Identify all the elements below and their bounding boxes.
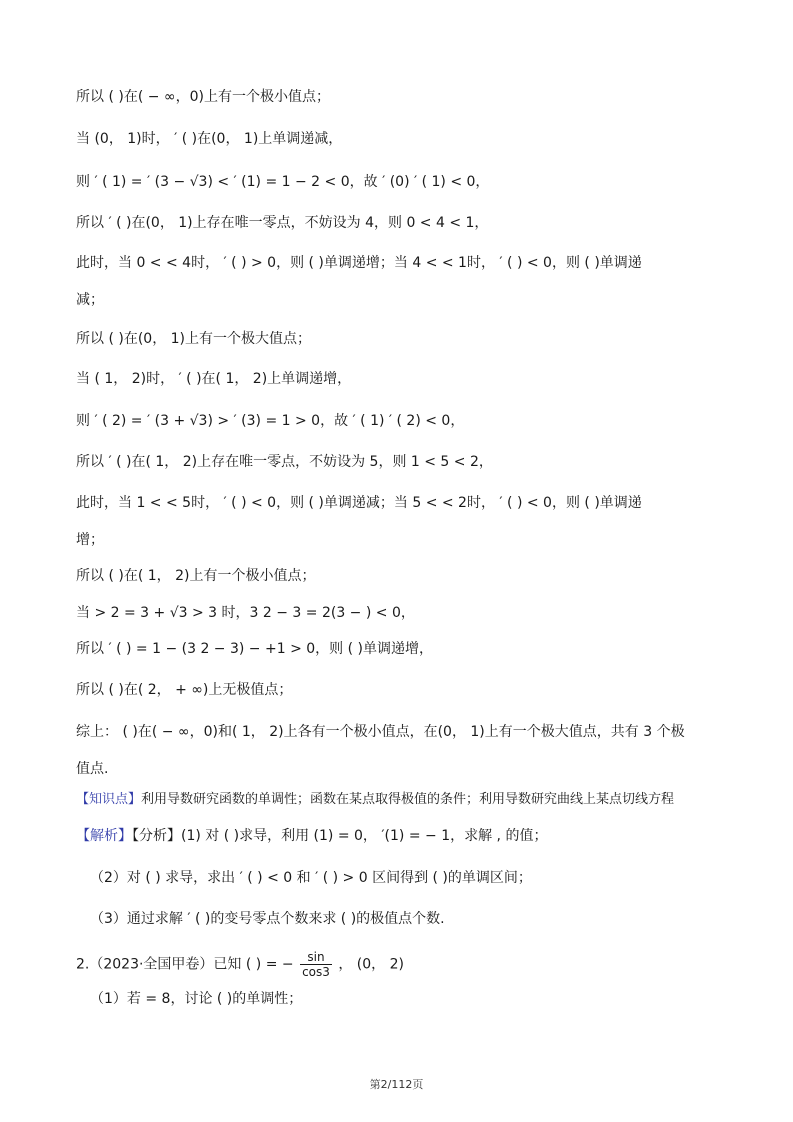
- analysis-3: （3）通过求解 ′ ( )的变号零点个数来求 ( )的极值点个数.: [90, 911, 445, 927]
- line-15: 所以 ′ ( ) = 1 − (3 2 − 3) − +1 > 0，则 ( )单调递增，: [76, 641, 433, 657]
- line-16: 所以 ( )在( 2， + ∞)上无极值点；: [76, 682, 293, 698]
- line-12: 增；: [76, 532, 104, 548]
- line-6: 减；: [76, 292, 104, 308]
- line-17: 综上： ( )在( − ∞，0)和( 1， 2)上各有一个极小值点，在(0， 1)上有一个极大值点，共有 3 个极: [76, 724, 685, 740]
- line-8: 当 ( 1， 2)时， ′ ( )在( 1， 2)上单调递增，: [76, 371, 352, 387]
- knowledge-tag: 【知识点】: [76, 792, 142, 807]
- line-13: 所以 ( )在( 1， 2)上有一个极小值点；: [76, 568, 316, 584]
- fraction-denominator: cos3: [302, 965, 330, 979]
- problem-2: [76, 950, 404, 979]
- analysis-2: （2）对 ( ) 求导，求出 ′ ( ) < 0 和 ′ ( ) > 0 区间得到 ( )的单调区间；: [90, 870, 532, 886]
- line-2: 当 (0， 1)时， ′ ( )在(0， 1)上单调递减，: [76, 131, 343, 147]
- analysis-1: [76, 827, 547, 845]
- line-9: 则 ′ ( 2) = ′ (3 + √3) > ′ (3) = 1 > 0，故 ′ ( 1) ′ ( 2) < 0，: [76, 413, 465, 429]
- knowledge-point: [76, 791, 674, 809]
- fraction: [300, 950, 332, 979]
- line-3: 则 ′ ( 1) = ′ (3 − √3) < ′ (1) = 1 − 2 < 0，故 ′ (0) ′ ( 1) < 0，: [76, 174, 490, 190]
- line-7: 所以 ( )在(0， 1)上有一个极大值点；: [76, 331, 312, 347]
- fraction-numerator: sin: [300, 950, 332, 965]
- problem-2-part-1: （1）若 = 8，讨论 ( )的单调性；: [90, 991, 303, 1007]
- knowledge-text: 利用导数研究函数的单调性；函数在某点取得极值的条件；利用导数研究曲线上某点切线方程: [141, 792, 675, 807]
- page-footer: 第2/112页: [369, 1078, 424, 1091]
- line-5: 此时，当 0 < < 4时， ′ ( ) > 0，则 ( )单调递增；当 4 < < 1时， ′ ( ) < 0，则 ( )单调递: [76, 255, 642, 271]
- line-18: 值点.: [76, 761, 109, 777]
- line-14: 当 > 2 = 3 + √3 > 3 时，3 2 − 3 = 2(3 − ) < 0，: [76, 605, 415, 621]
- analysis-text: 【分析】(1) 对 ( )求导，利用 (1) = 0， ′(1) = − 1，求解 , 的值；: [132, 828, 548, 844]
- line-10: 所以 ′ ( )在( 1， 2)上存在唯一零点，不妨设为 5，则 1 < 5 < 2，: [76, 454, 493, 470]
- line-11: 此时，当 1 < < 5时， ′ ( ) < 0，则 ( )单调递减；当 5 < < 2时， ′ ( ) < 0，则 ( )单调递: [76, 495, 642, 511]
- analysis-tag: 【解析】: [76, 828, 132, 844]
- problem-head: 2.（2023·全国甲卷）已知 ( ) = −: [76, 956, 294, 973]
- line-1: 所以 ( )在( − ∞，0)上有一个极小值点；: [76, 89, 330, 105]
- line-4: 所以 ′ ( )在(0， 1)上存在唯一零点，不妨设为 4，则 0 < 4 < 1，: [76, 215, 489, 231]
- problem-tail: ， (0， 2): [338, 956, 404, 973]
